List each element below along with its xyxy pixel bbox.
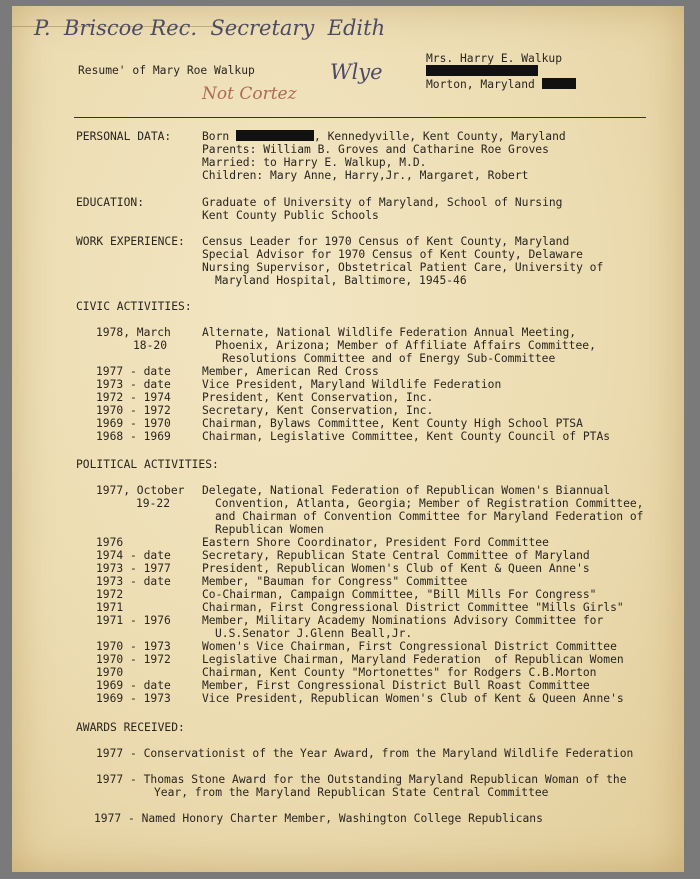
civic-row-date: 1968 - 1969 [96, 430, 171, 443]
civic-row-text: Member, American Red Cross [202, 365, 379, 378]
redaction-bar [542, 78, 576, 89]
political-row-date: 1971 [96, 601, 124, 614]
civic-text: Phoenix, Arizona; Member of Affiliate Affairs Committee, [215, 339, 596, 352]
civic-row-text: Secretary, Kent Conservation, Inc. [202, 404, 434, 417]
political-text: Republican Women [215, 523, 324, 536]
civic-label: CIVIC ACTIVITIES: [76, 300, 192, 313]
political-row-text: Member, First Congressional District Bull Roast Committee [202, 679, 590, 692]
political-text: and Chairman of Convention Committee for Maryland Federation of [215, 510, 644, 523]
work-line: Maryland Hospital, Baltimore, 1945-46 [215, 274, 467, 287]
political-date-sub: 19-22 [136, 497, 171, 510]
political-row-date: 1969 - 1973 [96, 692, 171, 705]
header-town: Morton, Maryland [426, 78, 535, 91]
parents-line: Parents: William B. Groves and Catharine Roe Groves [202, 143, 549, 156]
political-row-text: Legislative Chairman, Maryland Federation of Republican Women [202, 653, 624, 666]
political-row-date: 1974 - date [96, 549, 171, 562]
political-row-date: 1970 - 1972 [96, 653, 171, 666]
civic-row-text: Chairman, Legislative Committee, Kent County Council of PTAs [202, 430, 611, 443]
work-label: WORK EXPERIENCE: [76, 235, 185, 248]
political-date: 1977, October [96, 484, 185, 497]
political-row-date: 1970 - 1973 [96, 640, 171, 653]
political-row-text: Member, "Bauman for Congress" Committee [202, 575, 468, 588]
political-label: POLITICAL ACTIVITIES: [76, 458, 219, 471]
political-row-date: 1973 - 1977 [96, 562, 171, 575]
handwritten-note-red: Not Cortez [202, 84, 297, 104]
header-address-redaction [426, 65, 538, 78]
civic-date-sub: 18-20 [133, 339, 168, 352]
political-row-date: 1976 [96, 536, 124, 549]
redaction-bar [236, 130, 314, 141]
political-row-text: Secretary, Republican State Central Committee of Maryland [202, 549, 590, 562]
political-row-date: 1972 [96, 588, 124, 601]
award-item: 1977 - Conservationist of the Year Award, from the Maryland Wildlife Federation [96, 747, 634, 760]
political-row-text: Women's Vice Chairman, First Congressional District Committee [202, 640, 617, 653]
education-line: Graduate of University of Maryland, School of Nursing [202, 196, 563, 209]
political-row-date: 1970 [96, 666, 124, 679]
political-row-text: Chairman, First Congressional District Committee "Mills Girls" [202, 601, 624, 614]
award-item-cont: Year, from the Maryland Republican State Central Committee [154, 786, 549, 799]
document-page [12, 6, 684, 872]
political-row-date: 1969 - date [96, 679, 171, 692]
civic-row-date: 1970 - 1972 [96, 404, 171, 417]
married-line: Married: to Harry E. Walkup, M.D. [202, 156, 427, 169]
civic-row-text: Vice President, Maryland Wildlife Federation [202, 378, 502, 391]
born-line [202, 130, 566, 143]
header-name: Mrs. Harry E. Walkup [426, 52, 563, 65]
political-row-text: President, Republican Women's Club of Kent & Queen Anne's [202, 562, 590, 575]
education-label: EDUCATION: [76, 196, 145, 209]
civic-text: Resolutions Committee and of Energy Sub-Committee [222, 352, 556, 365]
redaction-bar [426, 65, 538, 76]
handwritten-note-top: P. Briscoe Rec. Secretary Edith [34, 16, 386, 40]
award-item: 1977 - Thomas Stone Award for the Outstanding Maryland Republican Woman of the [96, 773, 627, 786]
header-town-line [426, 78, 576, 91]
political-row-text: Member, Military Academy Nominations Advisory Committee for [202, 614, 604, 627]
resume-title: Resume' of Mary Roe Walkup [78, 64, 255, 77]
civic-row-date: 1972 - 1974 [96, 391, 171, 404]
handwritten-note-mid: Wlye [330, 60, 383, 84]
personal-label: PERSONAL DATA: [76, 130, 172, 143]
civic-row-date: 1969 - 1970 [96, 417, 171, 430]
work-line: Special Advisor for 1970 Census of Kent County, Delaware [202, 248, 583, 261]
civic-row-text: President, Kent Conservation, Inc. [202, 391, 434, 404]
political-row-date: 1971 - 1976 [96, 614, 171, 627]
political-text: Convention, Atlanta, Georgia; Member of Registration Committee, [215, 497, 644, 510]
political-row-text: Chairman, Kent County "Mortonettes" for Rodgers C.B.Morton [202, 666, 597, 679]
political-row-text: U.S.Senator J.Glenn Beall,Jr. [215, 627, 413, 640]
political-row-text: Eastern Shore Coordinator, President Ford Committee [202, 536, 549, 549]
education-line: Kent County Public Schools [202, 209, 379, 222]
civic-date: 1978, March [96, 326, 171, 339]
awards-label: AWARDS RECEIVED: [76, 721, 185, 734]
born-prefix: Born [202, 130, 230, 143]
civic-row-date: 1977 - date [96, 365, 171, 378]
political-row-text: Vice President, Republican Women's Club of Kent & Queen Anne's [202, 692, 624, 705]
work-line: Census Leader for 1970 Census of Kent County, Maryland [202, 235, 570, 248]
civic-row-text: Chairman, Bylaws Committee, Kent County High School PTSA [202, 417, 583, 430]
political-row-date: 1973 - date [96, 575, 171, 588]
header-rule [74, 117, 646, 118]
civic-text: Alternate, National Wildlife Federation Annual Meeting, [202, 326, 577, 339]
political-row-text: Co-Chairman, Campaign Committee, "Bill Mills For Congress" [202, 588, 597, 601]
award-item: 1977 - Named Honory Charter Member, Washington College Republicans [94, 812, 543, 825]
political-text: Delegate, National Federation of Republican Women's Biannual [202, 484, 611, 497]
work-line: Nursing Supervisor, Obstetrical Patient Care, University of [202, 261, 604, 274]
born-suffix: , Kennedyville, Kent County, Maryland [314, 130, 566, 143]
civic-row-date: 1973 - date [96, 378, 171, 391]
children-line: Children: Mary Anne, Harry,Jr., Margaret, Robert [202, 169, 529, 182]
